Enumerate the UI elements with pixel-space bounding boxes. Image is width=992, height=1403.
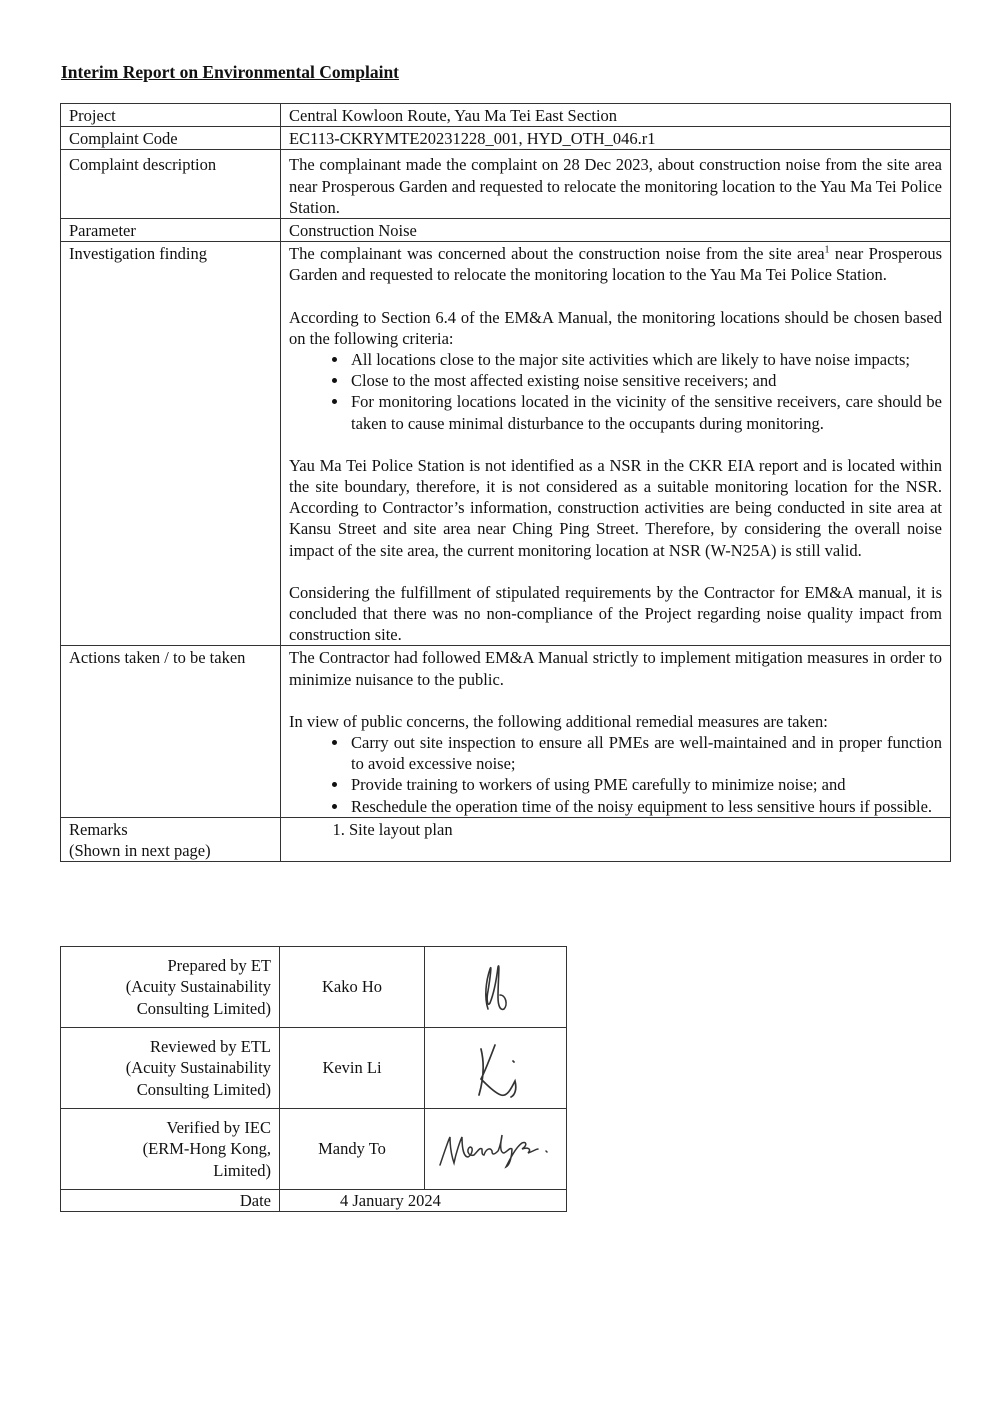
project-label: Project xyxy=(61,104,281,127)
complaint-code-label: Complaint Code xyxy=(61,127,281,150)
row-complaint-description xyxy=(61,150,951,219)
remarks-item: 1. Site layout plan xyxy=(349,819,942,840)
parameter-value: Construction Noise xyxy=(281,219,951,242)
actions-value xyxy=(281,646,951,817)
reviewed-role: Reviewed by ETL (Acuity Sustainability Consulting Limited) xyxy=(61,1028,280,1109)
parameter-label: Parameter xyxy=(61,219,281,242)
investigation-finding-label: Investigation finding xyxy=(61,242,281,646)
complaint-description-label: Complaint description xyxy=(61,150,281,219)
complaint-table xyxy=(60,103,951,862)
remarks-list xyxy=(289,819,942,840)
remarks-label: Remarks (Shown in next page) xyxy=(61,817,281,861)
measure-item: • Carry out site inspection to ensure all PMEs are well-maintained and in proper function to avoid excessive noise; xyxy=(349,732,942,774)
finding-paragraph-3: Yau Ma Tei Police Station is not identified as a NSR in the CKR EIA report and is located within the site boundary, therefore, it is not considered as a suitable monitoring location for the NSR. According to Contractor’s information, construction activities are being conducted in site area at Kansu Street and site area near Ching Ping Street. Therefore, by considering the overall noise impact of the site area, the current monitoring location at NSR (W-N25A) is still valid. xyxy=(289,455,942,560)
remarks-value xyxy=(281,817,951,861)
date-value: 4 January 2024 xyxy=(280,1190,567,1212)
investigation-finding-value xyxy=(281,242,951,646)
remarks-sublabel: (Shown in next page) xyxy=(69,841,211,861)
date-label: Date xyxy=(61,1190,280,1212)
page-title: Interim Report on Environmental Complaint xyxy=(61,62,400,82)
row-investigation-finding xyxy=(61,242,951,646)
verified-name: Mandy To xyxy=(280,1109,425,1190)
signature-kevin-li-icon xyxy=(461,1035,531,1101)
complaint-description-value: The complainant made the complaint on 28 Dec 2023, about construction noise from the site area near Prosperous Garden and requested to relocate the monitoring location to the Yau Ma Tei Police Station. xyxy=(281,150,951,219)
signoff-table xyxy=(60,946,567,1212)
measures-list xyxy=(289,732,942,817)
finding-paragraph-4: Considering the fulfillment of stipulated requirements by the Contractor for EM&A manual, it is concluded that there was no non-compliance of the Project regarding noise quality impact from construction site. xyxy=(289,582,942,645)
finding-paragraph-1: The complainant was concerned about the construction noise from the site area$^1$ near Prosperous Garden and requested to relocate the monitoring location to the Yau Ma Tei Police Station. xyxy=(289,244,942,285)
project-value: Central Kowloon Route, Yau Ma Tei East Section xyxy=(281,104,951,127)
criteria-item: • All locations close to the major site activities which are likely to have noise impacts; xyxy=(349,349,942,370)
signoff-row-prepared xyxy=(61,947,567,1028)
criteria-item: • For monitoring locations located in the vicinity of the sensitive receivers, care should be taken to cause minimal disturbance to the occupants during monitoring. xyxy=(349,391,942,433)
row-remarks xyxy=(61,817,951,861)
prepared-role: Prepared by ET (Acuity Sustainability Consulting Limited) xyxy=(61,947,280,1028)
signature-mandy-to-icon xyxy=(436,1127,556,1171)
finding-paragraph-2: According to Section 6.4 of the EM&A Manual, the monitoring locations should be chosen based on the following criteria: xyxy=(289,307,942,348)
prepared-name: Kako Ho xyxy=(280,947,425,1028)
complaint-code-value: EC113-CKRYMTE20231228_001, HYD_OTH_046.r1 xyxy=(281,127,951,150)
reviewed-signature xyxy=(425,1028,567,1109)
measure-item: • Reschedule the operation time of the noisy equipment to less sensitive hours if possible. xyxy=(349,796,942,817)
prepared-signature xyxy=(425,947,567,1028)
criteria-item: • Close to the most affected existing noise sensitive receivers; and xyxy=(349,370,942,391)
actions-paragraph-2: In view of public concerns, the following additional remedial measures are taken: xyxy=(289,711,828,731)
reviewed-name: Kevin Li xyxy=(280,1028,425,1109)
signoff-row-verified xyxy=(61,1109,567,1190)
row-actions xyxy=(61,646,951,817)
row-parameter xyxy=(61,219,951,242)
signature-kako-ho-icon xyxy=(466,957,526,1017)
signoff-row-reviewed xyxy=(61,1028,567,1109)
criteria-list xyxy=(289,349,942,434)
signoff-row-date xyxy=(61,1190,567,1212)
footnote-marker: 1 xyxy=(824,244,830,256)
row-complaint-code xyxy=(61,127,951,150)
verified-signature xyxy=(425,1109,567,1190)
measure-item: • Provide training to workers of using PME carefully to minimize noise; and xyxy=(349,774,942,795)
verified-role: Verified by IEC (ERM-Hong Kong, Limited) xyxy=(61,1109,280,1190)
actions-label: Actions taken / to be taken xyxy=(61,646,281,817)
actions-paragraph-1: The Contractor had followed EM&A Manual strictly to implement mitigation measures in order to minimize nuisance to the public. xyxy=(289,648,942,689)
row-project xyxy=(61,104,951,127)
